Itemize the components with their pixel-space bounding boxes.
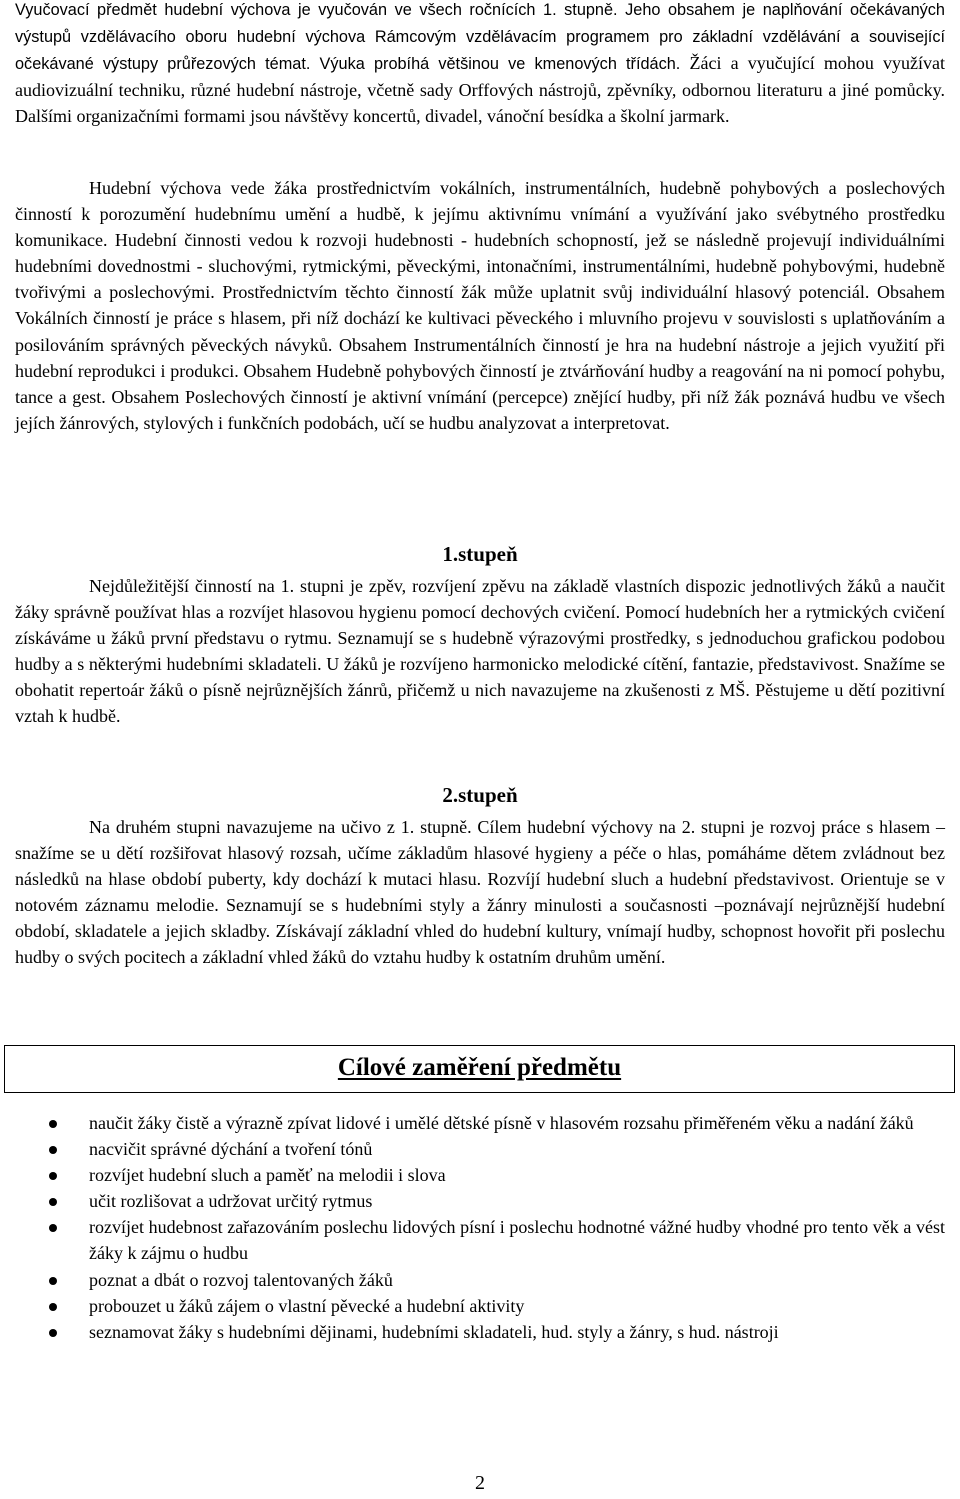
bullet-icon	[49, 1224, 57, 1232]
goals-list-item	[0, 1293, 945, 1319]
goals-item-text: probouzet u žáků zájem o vlastní pěvecké a hudební aktivity	[89, 1295, 525, 1316]
goals-list-item	[0, 1319, 945, 1345]
stage1-heading: 1.stupeň	[442, 542, 518, 566]
bullet-icon	[49, 1277, 57, 1285]
goals-item-text: naučit žáky čistě a výrazně zpívat lidové i umělé dětské písně v hlasovém rozsahu přiměřeném věku a nadání žáků	[89, 1113, 914, 1133]
bullet-icon	[49, 1329, 57, 1337]
bullet-icon	[49, 1120, 57, 1128]
goals-item-text: seznamovat žáky s hudebními dějinami, hudebními skladateli, hud. styly a žánry, s hud. nástroji	[89, 1321, 779, 1342]
stage2-paragraph: Na druhém stupni navazujeme na učivo z 1. stupně. Cílem hudební výchovy na 2. stupni je rozvoj práce s hlasem – snažíme se u dětí rozšiřovat hlasový rozsah, učíme základům hlasové hygieny a péče o hlas, pomáháme dětem zvládnout bez následků na hlase období puberty, kdy dochází k mutaci hlasu. Rozvíjí hudební sluch a hudební představivost. Orientuje se v notovém záznamu melodie. Seznamují se s hudebními styly a žánry minulosti a současnosti –poznávají nejrůznější hudební období, skladatele a jejich skladby. Získávají základní vhled do hudební kultury, vnímají hudby, schopnost hovořit při poslechu hudby o svých pocitech a základní vhled žáků do vztahu hudby k ostatním druhům umění.	[15, 817, 945, 968]
bullet-icon	[49, 1172, 57, 1180]
goals-list-item	[0, 1267, 945, 1293]
intro-paragraph	[15, 0, 945, 129]
page-number: 2	[475, 1472, 485, 1494]
goals-list-item	[0, 1110, 945, 1136]
goals-item-text: učit rozlišovat a udržovat určitý rytmus	[89, 1191, 373, 1212]
goals-list-item	[0, 1162, 945, 1188]
intro-text-part1: Vyučovací předmět hudební výchova je vyučován ve všech ročnících 1. stupně. Jeho obsahem je naplňování očekávaných výstupů vzdělávacího oboru hudební výchova Rámcovým vzdělávacím programem pro základní vzdělávání a související očekávané výstupy průřezových témat. Výuka probíhá většinou ve kmenových třídách.	[15, 1, 945, 74]
bullet-icon	[49, 1146, 57, 1154]
goals-title-box	[4, 1045, 955, 1093]
bullet-icon	[49, 1303, 57, 1311]
goals-list	[0, 1110, 960, 1345]
activities-paragraph: Hudební výchova vede žáka prostřednictvím vokálních, instrumentálních, hudebně pohybových a poslechových činností k porozumění hudebnímu umění a hudbě, k jejímu aktivnímu vnímání a využívání jako svébytného prostředku komunikace. Hudební činnosti vedou k rozvoji hudebnosti - hudebních schopností, jež se následně projevují individuálními hudebními dovednostmi - sluchovými, rytmickými, pěveckými, intonačními, instrumentálními, hudebně pohybovými, hudebně tvořivými a poslechovými. Prostřednictvím těchto činností žák může uplatnit svůj individuální hlasový potenciál. Obsahem Vokálních činností je práce s hlasem, při níž dochází ke kultivaci pěveckého i mluvního projevu v souvislosti s uplatňováním a posilováním správných pěveckých návyků. Obsahem Instrumentálních činností je hra na hudební nástroje a jejich využití při hudební reprodukci i produkci. Obsahem Hudebně pohybových činností je ztvárňování hudby a reagování na ni pomocí pohybu, tance a gest. Obsahem Poslechových činností je aktivní vnímání (percepce) znějící hudby, při níž žák poznává hudbu ve všech jejích žánrových, stylových i funkčních podobách, učí se hudbu analyzovat a interpretovat.	[15, 178, 945, 433]
goals-item-text: rozvíjet hudební sluch a paměť na melodii i slova	[89, 1165, 446, 1186]
goals-item-text: poznat a dbát o rozvoj talentovaných žáků	[89, 1269, 393, 1290]
stage1-paragraph: Nejdůležitější činností na 1. stupni je zpěv, rozvíjení zpěvu na základě vlastních dispozic jednotlivých žáků a naučit žáky správně používat hlas a rozvíjet hlasovou hygienu pomocí dechových cvičení. Pomocí hudebních her a rytmických cvičení získáváme u žáků první představu o rytmu. Seznamují se s hudebně výrazovými prostředky, s jednoduchou grafickou podobou hudby a s některými hudebními skladateli. U žáků je rozvíjeno harmonicko melodické cítění, fantazie, představivost. Snažíme se obohatit repertoár žáků o písně nejrůznějších žánrů, přičemž u nich navazujeme na zkušenosti z MŠ. Pěstujeme u dětí pozitivní vztah k hudbě.	[15, 576, 945, 727]
intro-text-part2: Žáci a vyučující mohou využívat audiovizuální techniku, různé hudební nástroje, včetně sady Orffových nástrojů, zpěvníky, odbornou literaturu a jiné pomůcky. Dalšími organizačními formami jsou návštěvy koncertů, divadel, vánoční besídka a školní jarmark.	[15, 53, 946, 127]
goals-list-item	[0, 1136, 945, 1162]
goals-list-item	[0, 1214, 945, 1266]
goals-list-item	[0, 1188, 945, 1214]
stage2-heading: 2.stupeň	[442, 783, 518, 807]
goals-title: Cílové zaměření předmětu	[337, 1054, 622, 1081]
goals-item-text: rozvíjet hudebnost zařazováním poslechu lidových písní i poslechu hodnotné vážné hudby vhodné pro tento věk a vést žáky k zájmu o hudbu	[89, 1217, 945, 1264]
bullet-icon	[49, 1198, 57, 1206]
goals-item-text: nacvičit správné dýchání a tvoření tónů	[89, 1139, 373, 1160]
